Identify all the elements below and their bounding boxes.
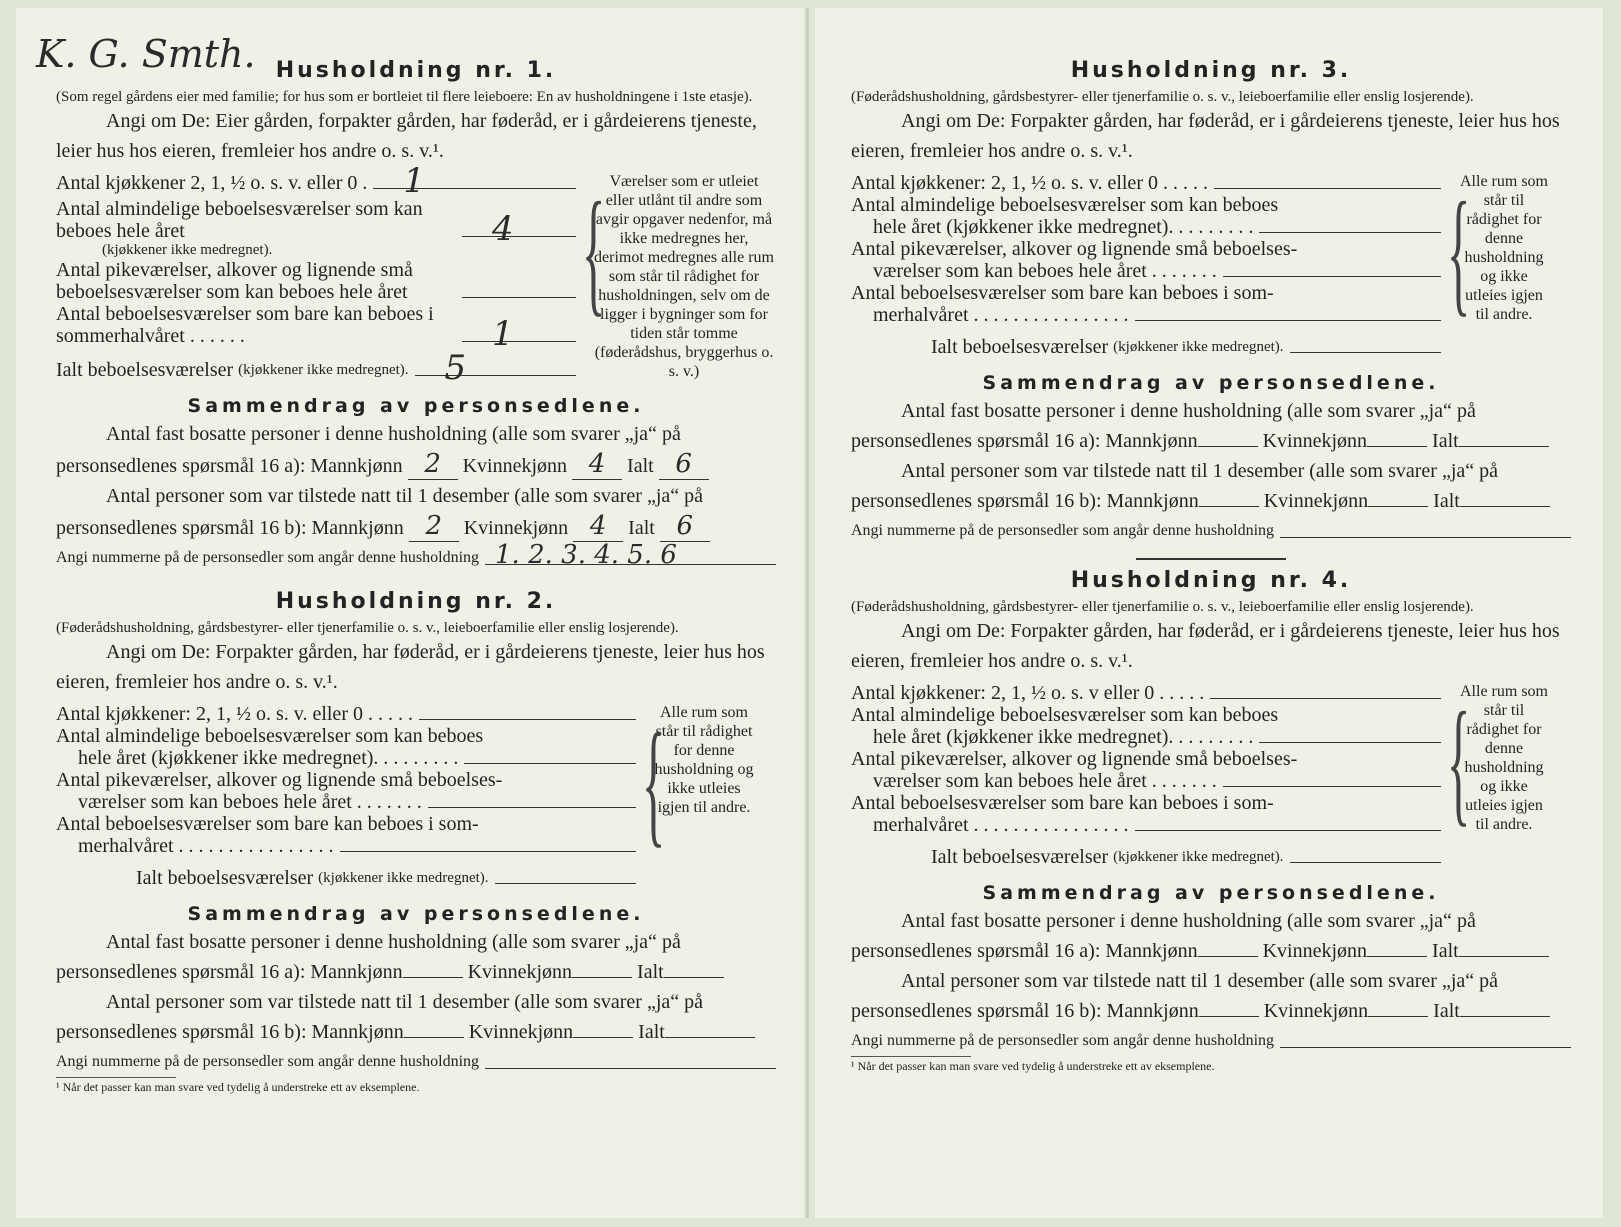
h1-numbers-value[interactable]: 1. 2. 3. 4. 5. 6 xyxy=(495,540,677,570)
h3-present-female-label: Kvinnekjønn xyxy=(1263,490,1369,512)
h1-resident-male-label: personsedlenes spørsmål 16 a): Mannkjønn xyxy=(56,455,403,477)
h2-rooms-label: Antal almindelige beboelsesværelser som kan beboes xyxy=(56,725,484,747)
h2-present-male-field[interactable] xyxy=(404,1021,464,1038)
h2-kitchens-label: Antal kjøkkener: 2, 1, ½ o. s. v. eller 0 . . . . . xyxy=(56,703,413,725)
household-3-question: Angi om De: Forpakter gården, har føderåd, er i gårdeierens tjeneste, leier hus hos eieren, fremleier hos andre o. s. v.¹. xyxy=(851,110,1560,162)
h4-maid-rooms-field[interactable] xyxy=(1223,785,1441,787)
h1-present-female-value[interactable]: 4 xyxy=(573,511,623,542)
h4-present-male-label: personsedlenes spørsmål 16 b): Mannkjønn xyxy=(851,1000,1199,1022)
h4-summer-rooms-label-2: merhalvåret . . . . . . . . . . . . . . . . xyxy=(873,814,1129,836)
h2-present-female-label: Kvinnekjønn xyxy=(468,1021,574,1043)
h4-present-total-label: Ialt xyxy=(1433,1000,1460,1022)
h2-summer-rooms-field[interactable] xyxy=(340,850,637,852)
household-4-subtitle: (Føderådshusholdning, gårdsbestyrer- eller tjenerfamilie o. s. v., leieboerfamilie eller enslig losjerende). xyxy=(851,599,1474,615)
h4-kitchens-field[interactable] xyxy=(1210,697,1441,699)
left-page xyxy=(16,8,804,1218)
household-3 xyxy=(851,58,1571,540)
h3-total-note: (kjøkkener ikke medregnet). xyxy=(1113,339,1284,355)
household-4-question: Angi om De: Forpakter gården, har føderåd, er i gårdeierens tjeneste, leier hus hos eieren, fremleier hos andre o. s. v.¹. xyxy=(851,620,1560,672)
h4-present-male-field[interactable] xyxy=(1199,1000,1259,1017)
h2-present-total-field[interactable] xyxy=(665,1021,755,1038)
h4-resident-total-label: Ialt xyxy=(1432,940,1459,962)
h1-total-note: (kjøkkener ikke medregnet). xyxy=(238,362,409,378)
h1-resident-total-value[interactable]: 6 xyxy=(659,449,709,480)
h1-summary-title: Sammendrag av personsedlene. xyxy=(187,395,645,417)
h2-rooms-explanation: Alle rum som står til rådighet for denne husholdning og ikke utleies igjen til andre. xyxy=(654,704,754,816)
h3-maid-rooms-label-2: værelser som kan beboes hele året . . . . . . . xyxy=(873,260,1217,282)
h1-kitchens-value[interactable]: 1 xyxy=(403,161,426,201)
handwritten-signature: K. G. Smth. xyxy=(36,32,256,76)
h3-present-total-field[interactable] xyxy=(1460,490,1550,507)
h1-rooms-label: Antal almindelige beboelsesværelser som kan beboes hele året xyxy=(56,198,423,242)
h4-maid-rooms-label: Antal pikeværelser, alkover og lignende små beboelses- xyxy=(851,748,1298,770)
h3-resident-total-field[interactable] xyxy=(1459,430,1549,447)
h2-rooms-field[interactable] xyxy=(464,762,636,764)
h3-maid-rooms-label: Antal pikeværelser, alkover og lignende små beboelses- xyxy=(851,238,1298,260)
h4-total-label: Ialt beboelsesværelser xyxy=(931,846,1109,868)
h4-summer-rooms-label: Antal beboelsesværelser som bare kan beboes i som- xyxy=(851,792,1274,814)
h3-present-female-field[interactable] xyxy=(1368,490,1428,507)
h2-resident-male-label: personsedlenes spørsmål 16 a): Mannkjønn xyxy=(56,961,403,983)
h2-resident-female-label: Kvinnekjønn xyxy=(467,961,573,983)
h4-numbers-label: Angi nummerne på de personsedler som angår denne husholdning xyxy=(851,1032,1275,1049)
h1-present-female-label: Kvinnekjønn xyxy=(463,517,569,539)
h4-summer-rooms-field[interactable] xyxy=(1135,829,1442,831)
h1-present-male-label: personsedlenes spørsmål 16 b): Mannkjønn xyxy=(56,517,404,539)
h1-resident-question: Antal fast bosatte personer i denne husholdning (alle som svarer „ja“ på xyxy=(106,423,681,445)
h2-maid-rooms-label: Antal pikeværelser, alkover og lignende små beboelses- xyxy=(56,769,503,791)
h3-resident-male-label: personsedlenes spørsmål 16 a): Mannkjønn xyxy=(851,430,1198,452)
page-fold xyxy=(806,8,809,1218)
h1-numbers-label: Angi nummerne på de personsedler som angår denne husholdning xyxy=(56,549,480,566)
h3-total-field[interactable] xyxy=(1290,351,1441,353)
h3-summary-title: Sammendrag av personsedlene. xyxy=(982,372,1440,394)
h2-present-male-label: personsedlenes spørsmål 16 b): Mannkjønn xyxy=(56,1021,404,1043)
h3-resident-question: Antal fast bosatte personer i denne husholdning (alle som svarer „ja“ på xyxy=(901,400,1476,422)
h1-summer-rooms-value[interactable]: 1 xyxy=(492,314,514,354)
household-1-subtitle: (Som regel gårdens eier med familie; for hus som er bortleiet til flere leieboere: En av husholdningene i 1ste etasje). xyxy=(56,89,753,105)
h2-resident-female-field[interactable] xyxy=(572,961,632,978)
h2-numbers-field[interactable] xyxy=(485,1067,776,1069)
household-3-title: Husholdning nr. 3. xyxy=(1070,58,1352,83)
h3-total-label: Ialt beboelsesværelser xyxy=(931,336,1109,358)
brace-icon: { xyxy=(641,705,666,860)
h2-total-note: (kjøkkener ikke medregnet). xyxy=(318,870,489,886)
h3-present-question: Antal personer som var tilstede natt til 1 desember (alle som svarer „ja“ på xyxy=(901,460,1499,482)
household-2-title: Husholdning nr. 2. xyxy=(275,589,557,614)
h4-resident-total-field[interactable] xyxy=(1459,940,1549,957)
h1-kitchens-label: Antal kjøkkener 2, 1, ½ o. s. v. eller 0 . xyxy=(56,172,368,194)
h3-present-male-label: personsedlenes spørsmål 16 b): Mannkjønn xyxy=(851,490,1199,512)
h1-total-label: Ialt beboelsesværelser xyxy=(56,359,234,381)
h3-rooms-label: Antal almindelige beboelsesværelser som kan beboes xyxy=(851,194,1279,216)
household-1 xyxy=(56,58,776,570)
h3-numbers-field[interactable] xyxy=(1280,536,1571,538)
h2-maid-rooms-field[interactable] xyxy=(428,806,636,808)
h1-present-male-value[interactable]: 2 xyxy=(409,511,459,542)
h1-resident-female-value[interactable]: 4 xyxy=(572,449,622,480)
h2-resident-question: Antal fast bosatte personer i denne husholdning (alle som svarer „ja“ på xyxy=(106,931,681,953)
h4-rooms-field[interactable] xyxy=(1259,741,1441,743)
h2-summary-title: Sammendrag av personsedlene. xyxy=(187,903,645,925)
h2-present-female-field[interactable] xyxy=(573,1021,633,1038)
h1-total-value[interactable]: 5 xyxy=(444,348,467,388)
h2-resident-total-label: Ialt xyxy=(637,961,664,983)
h1-rooms-explanation: Værelser som er utleiet eller utlånt til andre som avgir opgaver nedenfor, må ikke medregnes her, derimot medregnes alle rum som står til rådighet for husholdningen, selv om de ligger i bygninger som for tiden står tomme (føderådshus, bryggerhus o. s. v.) xyxy=(594,173,774,380)
h2-summer-rooms-label: Antal beboelsesværelser som bare kan beboes i som- xyxy=(56,813,479,835)
household-3-subtitle: (Føderådshusholdning, gårdsbestyrer- eller tjenerfamilie o. s. v., leieboerfamilie eller enslig losjerende). xyxy=(851,89,1474,105)
h3-present-male-field[interactable] xyxy=(1199,490,1259,507)
h3-resident-female-field[interactable] xyxy=(1367,430,1427,447)
h4-resident-male-label: personsedlenes spørsmål 16 a): Mannkjønn xyxy=(851,940,1198,962)
footnote: ¹ Når det passer kan man svare ved tydelig å understreke ett av eksemplene. xyxy=(56,1077,176,1095)
h3-resident-total-label: Ialt xyxy=(1432,430,1459,452)
h4-numbers-field[interactable] xyxy=(1280,1046,1571,1048)
h2-present-total-label: Ialt xyxy=(638,1021,665,1043)
h4-maid-rooms-label-2: værelser som kan beboes hele året . . . . . . . xyxy=(873,770,1217,792)
h3-rooms-field[interactable] xyxy=(1259,231,1441,233)
h2-numbers-label: Angi nummerne på de personsedler som angår denne husholdning xyxy=(56,1053,480,1070)
h1-resident-female-label: Kvinnekjønn xyxy=(462,455,568,477)
brace-icon: { xyxy=(581,174,606,329)
h4-total-field[interactable] xyxy=(1290,861,1441,863)
h4-resident-male-field[interactable] xyxy=(1198,940,1258,957)
h1-summer-rooms-label: Antal beboelsesværelser som bare kan beboes i sommerhalvåret . . . . . . xyxy=(56,303,434,347)
brace-icon: { xyxy=(1446,684,1471,839)
h1-present-total-value[interactable]: 6 xyxy=(660,511,710,542)
h3-summer-rooms-label-2: merhalvåret . . . . . . . . . . . . . . . . xyxy=(873,304,1129,326)
household-2-subtitle: (Føderådshusholdning, gårdsbestyrer- eller tjenerfamilie o. s. v., leieboerfamilie eller enslig losjerende). xyxy=(56,620,679,636)
h2-total-label: Ialt beboelsesværelser xyxy=(136,867,314,889)
h2-summer-rooms-label-2: merhalvåret . . . . . . . . . . . . . . . . xyxy=(78,835,334,857)
h2-resident-total-field[interactable] xyxy=(664,961,724,978)
h4-summary-title: Sammendrag av personsedlene. xyxy=(982,882,1440,904)
household-4-title: Husholdning nr. 4. xyxy=(1070,568,1352,593)
h1-rooms-note: (kjøkkener ikke medregnet). xyxy=(102,242,273,258)
h4-rooms-label-2: hele året (kjøkkener ikke medregnet). . . . . . . . . xyxy=(873,726,1254,748)
h3-resident-male-field[interactable] xyxy=(1198,430,1258,447)
h3-present-total-label: Ialt xyxy=(1433,490,1460,512)
h3-rooms-label-2: hele året (kjøkkener ikke medregnet). . . . . . . . . xyxy=(873,216,1254,238)
h2-kitchens-field[interactable] xyxy=(419,718,636,720)
h3-kitchens-label: Antal kjøkkener: 2, 1, ½ o. s. v. eller 0 . . . . . xyxy=(851,172,1208,194)
h3-maid-rooms-field[interactable] xyxy=(1223,275,1441,277)
h4-rooms-explanation: Alle rum som står til rådighet for denne husholdning og ikke utleies igjen til andre. xyxy=(1460,683,1548,833)
h1-resident-male-value[interactable]: 2 xyxy=(408,449,458,480)
section-divider xyxy=(1136,558,1286,560)
h4-total-note: (kjøkkener ikke medregnet). xyxy=(1113,849,1284,865)
household-2 xyxy=(56,589,776,1095)
household-1-title: Husholdning nr. 1. xyxy=(275,58,557,83)
h4-present-question: Antal personer som var tilstede natt til 1 desember (alle som svarer „ja“ på xyxy=(901,970,1499,992)
h2-present-question: Antal personer som var tilstede natt til 1 desember (alle som svarer „ja“ på xyxy=(106,991,704,1013)
h2-total-field[interactable] xyxy=(495,882,636,884)
h4-resident-female-label: Kvinnekjønn xyxy=(1262,940,1368,962)
h4-present-female-label: Kvinnekjønn xyxy=(1263,1000,1369,1022)
h4-rooms-label: Antal almindelige beboelsesværelser som kan beboes xyxy=(851,704,1279,726)
h1-present-total-label: Ialt xyxy=(628,517,655,539)
h3-resident-female-label: Kvinnekjønn xyxy=(1262,430,1368,452)
h3-rooms-explanation: Alle rum som står til rådighet for denne husholdning og ikke utleies igjen til andre. xyxy=(1460,173,1548,323)
brace-icon: { xyxy=(1446,174,1471,329)
h4-resident-female-field[interactable] xyxy=(1367,940,1427,957)
h2-rooms-label-2: hele året (kjøkkener ikke medregnet). . . . . . . . . xyxy=(78,747,459,769)
h4-resident-question: Antal fast bosatte personer i denne husholdning (alle som svarer „ja“ på xyxy=(901,910,1476,932)
h3-numbers-label: Angi nummerne på de personsedler som angår denne husholdning xyxy=(851,522,1275,539)
h2-resident-male-field[interactable] xyxy=(403,961,463,978)
h1-rooms-value[interactable]: 4 xyxy=(492,209,514,249)
household-4 xyxy=(851,568,1571,1074)
h1-resident-total-label: Ialt xyxy=(627,455,654,477)
footnote: ¹ Når det passer kan man svare ved tydelig å understreke ett av eksemplene. xyxy=(851,1056,971,1074)
h1-present-question: Antal personer som var tilstede natt til 1 desember (alle som svarer „ja“ på xyxy=(106,485,704,507)
household-1-question: Angi om De: Eier gården, forpakter gården, har føderåd, er i gårdeierens tjeneste, leier hus hos eieren, fremleier hos andre o. s. v.¹. xyxy=(56,110,757,162)
h4-present-female-field[interactable] xyxy=(1368,1000,1428,1017)
h4-kitchens-label: Antal kjøkkener: 2, 1, ½ o. s. v eller 0 . . . . . xyxy=(851,682,1205,704)
h1-maid-rooms-label: Antal pikeværelser, alkover og lignende små beboelsesværelser som kan beboes hele året xyxy=(56,259,413,303)
h4-present-total-field[interactable] xyxy=(1460,1000,1550,1017)
h2-maid-rooms-label-2: værelser som kan beboes hele året . . . . . . . xyxy=(78,791,422,813)
h3-summer-rooms-field[interactable] xyxy=(1135,319,1442,321)
h3-kitchens-field[interactable] xyxy=(1214,187,1441,189)
right-page xyxy=(815,8,1603,1218)
h3-summer-rooms-label: Antal beboelsesværelser som bare kan beboes i som- xyxy=(851,282,1274,304)
h1-maid-rooms-field[interactable] xyxy=(462,296,576,298)
household-2-question: Angi om De: Forpakter gården, har føderåd, er i gårdeierens tjeneste, leier hus hos eieren, fremleier hos andre o. s. v.¹. xyxy=(56,641,765,693)
